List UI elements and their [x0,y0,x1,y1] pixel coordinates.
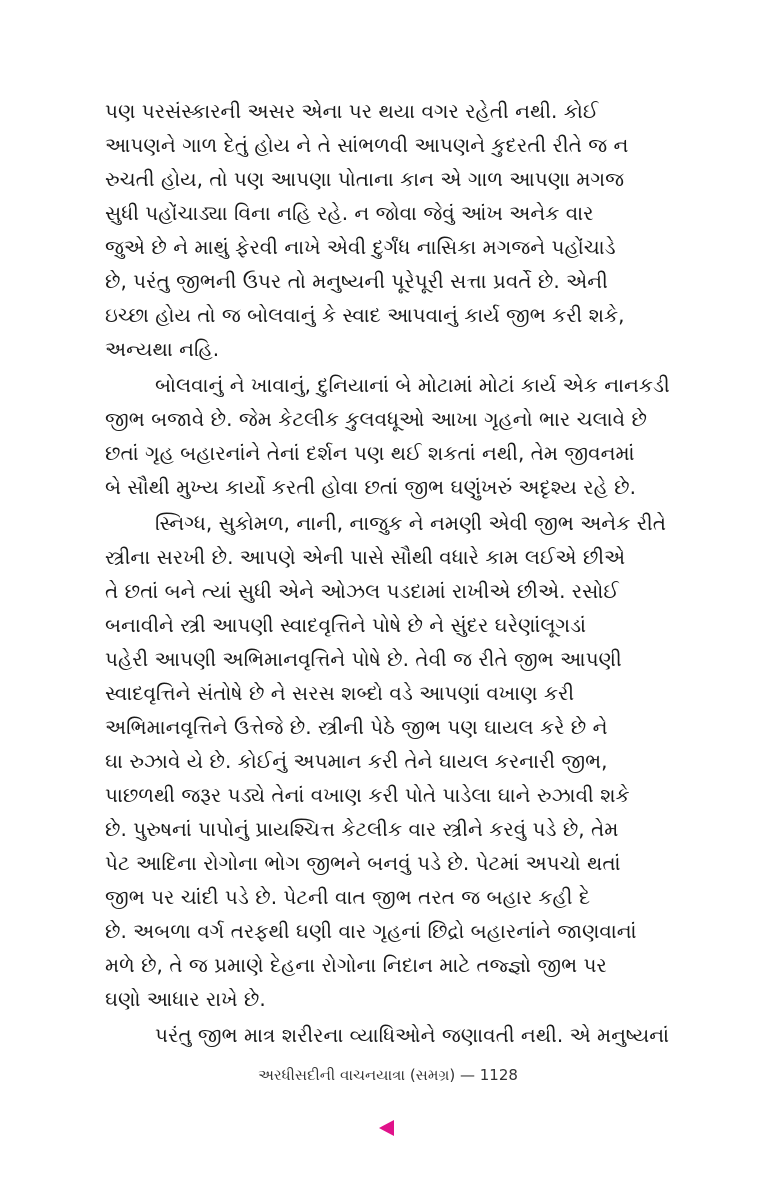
text-line: બે સૌથી મુખ્ય કાર્યો કરતી હોવા છતાં જીભ ઘણુંખરું અદૃશ્ય રહે છે. [105,475,636,499]
text-line: સ્નિગ્ધ, સુકોમળ, નાની, નાજુક ને નમણી એવી જીભ અનેક રીતે [155,511,667,535]
paragraph [105,506,671,1016]
text-line: છતાં ગૃહ બહારનાંને તેનાં દર્શન પણ થઈ શકતાં નથી, તેમ જીવનમાં [105,441,635,465]
text-line: રુચતી હોય, તો પણ આપણા પોતાના કાન એ ગાળ આપણા મગજ [105,167,625,191]
text-line: આપણને ગાળ દેતું હોય ને તે સાંભળવી આપણને કુદરતી રીતે જ ન [105,133,629,157]
text-line: અન્યથા નહિ. [105,337,220,361]
text-line: છે. અબળા વર્ગ તરફથી ઘણી વાર ગૃહનાં છિદ્રો બહારનાંને જાણવાનાં [105,919,637,943]
paragraph [105,94,671,366]
page-body [105,94,671,1054]
previous-page-icon[interactable] [379,1120,394,1136]
text-line: પહેરી આપણી અભિમાનવૃત્તિને પોષે છે. તેવી જ રીતે જીભ આપણી [105,647,622,671]
text-line: ઘા રુઝાવે યે છે. કોઈનું અપમાન કરી તેને ઘાયલ કરનારી જીભ, [105,749,608,773]
text-line: સુધી પહોંચાડ્યા વિના નહિ રહે. ન જોવા જેવું આંખ અનેક વાર [105,201,594,225]
text-line: ઘણો આધાર રાખે છે. [105,987,266,1011]
text-line: જીભ બજાવે છે. જેમ કેટલીક કુલવધૂઓ આખા ગૃહનો ભાર ચલાવે છે [105,407,647,431]
text-line: બોલવાનું ને ખાવાનું, દુનિયાનાં બે મોટામાં મોટાં કાર્ય એક નાનકડી [155,373,670,397]
text-line: જીભ પર ચાંદી પડે છે. પેટની વાત જીભ તરત જ બહાર કહી દે [105,885,591,909]
text-line: તે છતાં બને ત્યાં સુધી એને ઓઝલ પડદામાં રાખીએ છીએ. રસોઈ [105,579,619,603]
text-line: પાછળથી જરૂર પડ્યે તેનાં વખાણ કરી પોતે પાડેલા ઘાને રુઝાવી શકે [105,783,630,807]
text-line: પરંતુ જીભ માત્ર શરીરના વ્યાધિઓને જણાવતી નથી. એ મનુષ્યનાં [155,1023,670,1047]
text-line: છે, પરંતુ જીભની ઉપર તો મનુષ્યની પૂરેપૂરી સત્તા પ્રવર્તે છે. એની [105,269,608,293]
text-line: અભિમાનવૃત્તિને ઉત્તેજે છે. સ્ત્રીની પેઠે જીભ પણ ઘાયલ કરે છે ને [105,715,608,739]
text-line: જુએ છે ને માથું ફેરવી નાખે એવી દુર્ગંધ નાસિકા મગજને પહોંચાડે [105,235,616,259]
text-line: પણ પરસંસ્કારની અસર એના પર થયા વગર રહેતી નથી. કોઈ [105,99,599,123]
text-line: બનાવીને સ્ત્રી આપણી સ્વાદવૃત્તિને પોષે છે ને સુંદર ઘરેણાંલૂગડાં [105,613,586,637]
text-line: મળે છે, તે જ પ્રમાણે દેહના રોગોના નિદાન માટે તજ્જ્ઞો જીભ પર [105,953,607,977]
text-line: પેટ આદિના રોગોના ભોગ જીભને બનવું પડે છે. પેટમાં અપચો થતાં [105,851,621,875]
paragraph [105,368,671,504]
text-line: સ્વાદવૃત્તિને સંતોષે છે ને સરસ શબ્દો વડે આપણાં વખાણ કરી [105,681,575,705]
text-line: સ્ત્રીના સરખી છે. આપણે એની પાસે સૌથી વધારે કામ લઈએ છીએ [105,545,626,569]
text-line: છે. પુરુષનાં પાપોનું પ્રાયશ્ચિત્ત કેટલીક વાર સ્ત્રીને કરવું પડે છે, તેમ [105,817,619,841]
paragraph [105,1018,671,1052]
text-line: ઇચ્છા હોય તો જ બોલવાનું કે સ્વાદ આપવાનું કાર્ય જીભ કરી શકે, [105,303,625,327]
page-footer: અરધીસદીની વાચનયાત્રા (સમગ્ર) — 1128 [258,1066,518,1084]
